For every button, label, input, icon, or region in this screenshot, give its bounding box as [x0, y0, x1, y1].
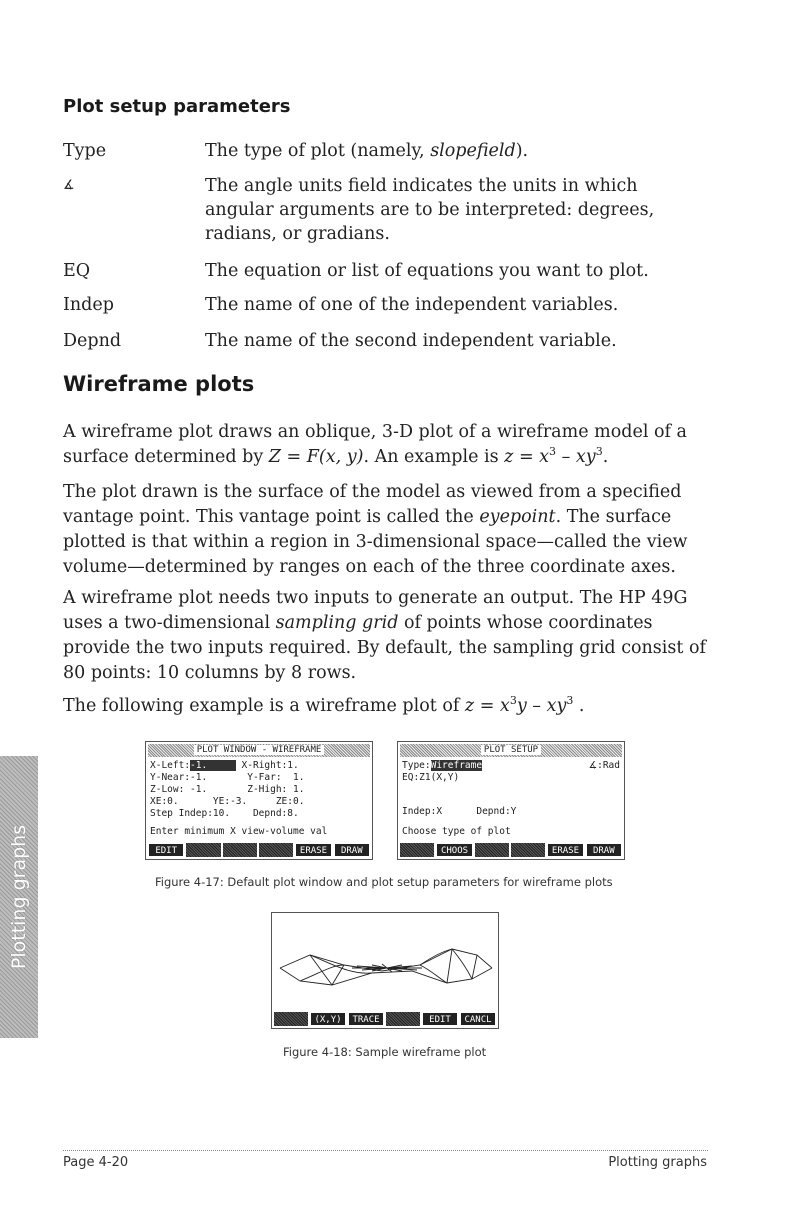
x-left-field[interactable]: -1. — [190, 760, 236, 771]
footer-page-number: Page 4-20 — [63, 1155, 129, 1170]
param-term: Indep — [63, 295, 114, 315]
softkey-choos[interactable]: CHOOS — [436, 843, 472, 857]
softkey-blank[interactable] — [386, 1012, 420, 1026]
softkey-erase[interactable]: ERASE — [547, 843, 583, 857]
softkey-blank[interactable] — [186, 843, 220, 857]
param-definition: The equation or list of equations you want to plot. — [205, 261, 649, 281]
softkey-edit[interactable]: EDIT — [148, 843, 184, 857]
softkey-blank[interactable] — [223, 843, 257, 857]
section-heading-wireframe: Wireframe plots — [63, 372, 255, 396]
screen-title-bar: PLOT WINDOW - WIREFRAME — [148, 744, 370, 757]
softkey-bar — [148, 843, 370, 857]
screen-line: Type:Wireframe — [402, 760, 483, 771]
softkey-draw[interactable]: DRAW — [334, 843, 370, 857]
paragraph-eyepoint: The plot drawn is the surface of the model as viewed from a specified vantage point. This vantage point is called the eyepoint. The surface plotted is that within a region in 3-dimensional space—called the view volume—determined by ranges on each of the three coordinate axes. — [63, 482, 688, 577]
footer-chapter-title: Plotting graphs — [608, 1155, 707, 1170]
screen-status: Enter minimum X view-volume val — [150, 826, 328, 837]
softkey-edit[interactable]: EDIT — [422, 1012, 458, 1026]
param-definition: The type of plot (namely, slopefield). — [205, 141, 529, 161]
param-row-depnd — [63, 329, 713, 353]
softkey-draw[interactable]: DRAW — [586, 843, 622, 857]
param-row-angle — [63, 174, 713, 248]
param-definition: The angle units field indicates the units in which angular arguments are to be interpreted: degrees, radians, or gradians. — [205, 176, 655, 244]
plot-type-field[interactable]: Wireframe — [430, 760, 483, 771]
calc-screen-plot-window — [145, 741, 373, 860]
softkey-erase[interactable]: ERASE — [295, 843, 331, 857]
softkey-bar — [400, 843, 622, 857]
chapter-side-tab: Plotting graphs — [0, 756, 38, 1038]
param-definition: The name of the second independent variable. — [205, 331, 617, 351]
wireframe-plot — [272, 913, 498, 1008]
param-term: Depnd — [63, 331, 122, 351]
param-term: Type — [63, 141, 107, 161]
indep-depnd-fields[interactable]: Indep:X Depnd:Y — [402, 806, 517, 817]
screen-line: Z-Low: -1. Z-High: 1. — [150, 784, 305, 795]
softkey-blank[interactable] — [259, 843, 293, 857]
paragraph-example: The following example is a wireframe plot of $z = x^3y - xy^3$ . — [63, 694, 585, 716]
calc-screen-wireframe-plot — [271, 912, 499, 1029]
param-definition: The name of one of the independent variables. — [205, 295, 619, 315]
softkey-blank[interactable] — [400, 843, 434, 857]
eq-field[interactable]: EQ:Z1(X,Y) — [402, 772, 460, 783]
softkey-blank[interactable] — [511, 843, 545, 857]
softkey-blank[interactable] — [274, 1012, 308, 1026]
angle-mode-field[interactable]: ∡:Rad — [588, 760, 620, 771]
param-row-eq — [63, 259, 713, 283]
softkey-trace[interactable]: TRACE — [348, 1012, 384, 1026]
footer-divider — [63, 1150, 708, 1151]
param-term: EQ — [63, 261, 91, 281]
param-row-indep — [63, 293, 713, 317]
section-heading-plot-setup: Plot setup parameters — [63, 96, 291, 117]
softkey-cancl[interactable]: CANCL — [460, 1012, 496, 1026]
softkey-xy[interactable]: (X,Y) — [310, 1012, 346, 1026]
screen-status: Choose type of plot — [402, 826, 511, 837]
screen-line: Step Indep:10. Depnd:8. — [150, 808, 299, 819]
softkey-bar — [274, 1012, 496, 1026]
screen-line: Y-Near:-1. Y-Far: 1. — [150, 772, 305, 783]
screen-line: XE:0. YE:-3. ZE:0. — [150, 796, 305, 807]
param-row-type — [63, 139, 713, 163]
softkey-blank[interactable] — [475, 843, 509, 857]
screen-title-bar: PLOT SETUP — [400, 744, 622, 757]
figure-caption-17: Figure 4-17: Default plot window and plot setup parameters for wireframe plots — [155, 875, 613, 889]
paragraph-intro: A wireframe plot draws an oblique, 3-D plot of a wireframe model of a surface determined by Z = F(x, y). An example is $z = x^3 - xy^3$. — [63, 422, 687, 467]
calc-screen-plot-setup — [397, 741, 625, 860]
screen-line: X-Left:-1. X-Right:1. — [150, 760, 299, 771]
paragraph-sampling-grid: A wireframe plot needs two inputs to generate an output. The HP 49G uses a two-dimensional sampling grid of points whose coordinates provide the two inputs required. By default, the sampling grid consist of 80 points: 10 columns by 8 rows. — [63, 588, 706, 683]
figure-caption-18: Figure 4-18: Sample wireframe plot — [283, 1045, 487, 1059]
angle-icon: ∡ — [63, 178, 75, 193]
